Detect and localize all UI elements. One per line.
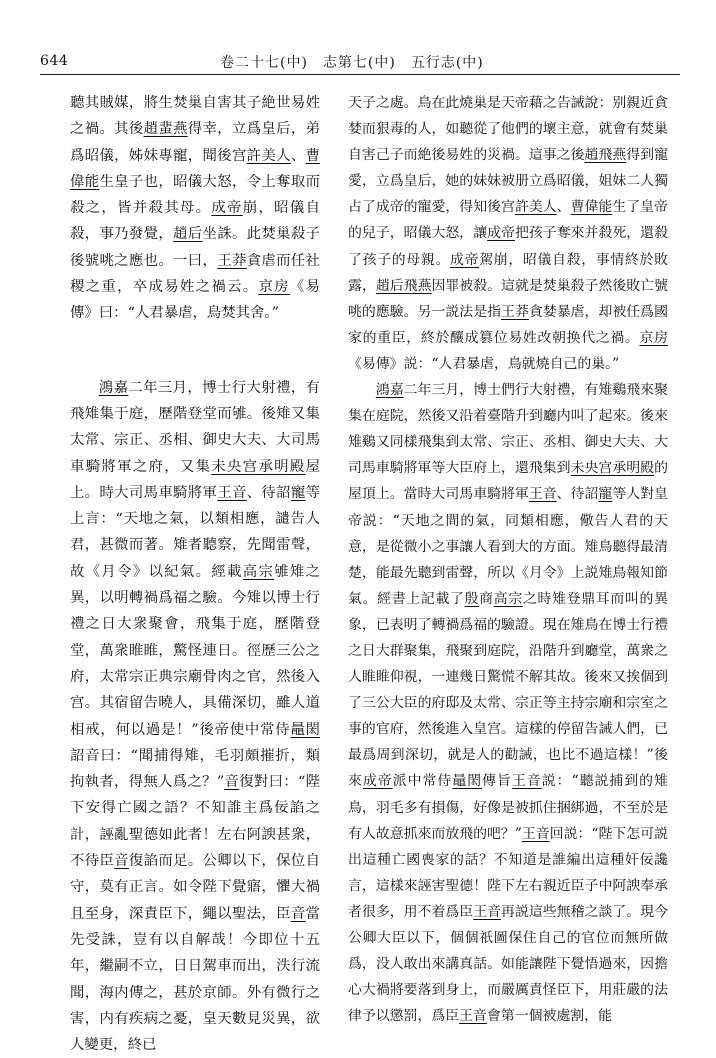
proper-name-underlined: 王音 [528,486,557,503]
text-run: 貪婪暴虐，却被任爲國家的重臣，終於釀成篡位易姓改朝换代之禍。 [348,303,668,346]
proper-name-underlined: 許美人 [246,147,291,164]
proper-name-underlined: 王音 [511,773,542,790]
proper-name-underlined: 殷 [464,590,480,607]
proper-name-underlined: 王音 [459,1008,487,1025]
proper-name-underlined: 高宗 [493,590,523,607]
paragraph-gap [70,327,320,375]
proper-name-underlined: 王音 [473,903,502,920]
proper-name-underlined: 趙飛燕 [584,147,627,164]
header-rule [40,74,680,75]
text-run: 坐誅。此焚巢殺子後號咷之應也。一曰， [70,226,320,269]
text-run: 二年三月，博士們行大射禮，有雉鷄飛來聚集在庭院，然後又沿着臺階升到廳内叫了起來。後來雉鷄又同樣飛集到太常、宗正、丞相、御史大夫、大司馬車騎將軍等大臣府上，還飛集到 [348,382,668,477]
proper-name-underlined: 鴻嘉 [375,382,404,399]
text-run: 之時雉登鼎耳而叫的異象，已表明了轉禍爲福的驗證。現在雉鳥在博士行禮之日大群聚集，飛聚到庭院，沿階升到廳堂，萬衆之人睢睢仰視，一連幾日驚慌不解其故。後來又挨個到了三公大臣的府邸及太常、宗正等主持宗廟和宗室之事的官府，然後進入皇宫。這樣的停留告誡人們，已最爲周到深切，就是人的勸誡，也比不過這樣！”後來 [348,590,668,790]
proper-name-underlined: 曹偉能 [570,199,613,216]
text-run: 回説：“陛下怎可説出這種亡國喪家的話？不知道是誰編出這種奸佞讒言，這樣來誣害聖德！陛下左右親近臣子中阿諛奉承者很多，用不着爲臣 [348,825,668,920]
text-run: 雊雉之異，以明轉禍爲福之驗。今雉以博士行禮之日大衆聚會，飛集于庭，歷階登堂，萬衆睢睢，驚怪連日。徑歷三公之府，太常宗正典宗廟骨肉之官，然後入宫。其宿留告曉人，具備深切，雖人道相戒，何以過是！”後帝使中常侍 [70,563,320,738]
text-run: 生了皇帝的兒子，昭儀大怒，讓 [348,199,668,242]
text-run: 的屋頂上。當時大司馬車騎將軍 [348,460,668,503]
text-run: 、 [290,147,306,164]
text-run: 復對曰：“陛下安得亡國之語？不知誰主爲佞諂之計，誣亂聖德如此者！左右阿諛甚衆，不待臣 [70,774,320,870]
translation-paragraph-2 [348,377,668,1029]
proper-name-underlined: 音 [224,774,240,791]
proper-name-underlined: 成帝 [362,773,393,790]
classical-paragraph-1 [70,90,320,327]
proper-name-underlined: 鼂閎 [452,773,483,790]
text-run: 復諂而足。公卿以下，保位自守，莫有正言。如令陛下覺寤，懼大禍且至身，深責臣下，繩以聖法，臣 [70,853,320,922]
proper-name-underlined: 趙蜚燕 [143,121,188,138]
text-run: 得到寵愛，立爲皇后，她的妹妹被册立爲昭儀，姐妹二人獨占了成帝的寵愛，得知後宫 [348,147,668,216]
text-run: 詔音曰：“聞捕得雉，毛羽頗摧折，類拘執者，得無人爲之？” [70,747,320,791]
proper-name-underlined: 許美人 [514,199,557,216]
classical-paragraph-2 [70,375,320,1058]
proper-name-underlined: 未央宫承明殿 [570,460,655,477]
text-run: 派中常侍 [392,773,453,790]
proper-name-underlined: 王莽 [501,303,529,320]
left-column-classical-text [70,90,320,1058]
proper-name-underlined: 鴻嘉 [98,379,129,396]
proper-name-underlined: 趙后 [173,226,203,243]
text-run: 貪虐而任社稷之重，卒成易姓之禍云。 [70,252,320,296]
text-run: 把孩子奪來并殺死，還殺了孩子的母親。 [348,225,668,268]
text-run: 生皇子也，昭儀大怒，令上奪取而殺之，皆并殺其母。 [70,173,320,217]
page-header [0,0,716,70]
text-run: 商 [479,590,494,607]
text-run: 、待詔 [556,486,599,503]
proper-name-underlined: 曹偉能 [70,147,320,190]
proper-name-underlined: 成帝 [450,251,480,268]
page-number: 644 [40,53,69,69]
translation-paragraph-1 [348,90,668,377]
text-run: 二年三月，博士行大射禮，有飛雉集于庭，歷階登堂而雊。後雉又集太常、宗正、丞相、御史大夫、大司馬車騎將軍之府，又集 [70,379,320,475]
running-title: 卷二十七(中) 志第七(中) 五行志(中) [220,55,484,71]
text-run: 傳旨 [482,773,512,790]
text-run: 當先受誅，豈有以自解哉！今即位十五年，繼嗣不立，日日駕車而出，泆行流聞，海内傳之，甚於京師。外有微行之害，内有疾病之憂，皇天數見災異，欲人變更，終已 [70,905,320,1054]
text-run: 、 [556,199,571,216]
text-run: 、待詔 [246,484,291,501]
text-run: 得幸，立爲皇后，弟爲昭儀，姊妹專寵，聞後宫 [70,121,320,164]
proper-name-underlined: 王莽 [217,252,247,269]
proper-name-underlined: 王音 [521,825,550,842]
text-run: 再説這些無稽之談了。現今公卿大臣以下，個個祇圖保住自己的官位而無所做爲，没人敢出來講真話。如能讓陛下覺悟過來，因擔心大禍將要落到身上，而嚴厲責怪臣下，用莊嚴的法律予以懲罰，爲臣 [348,903,668,1025]
text-run: 因罪被殺。這就是焚巢殺子然後敗亡號咷的應驗。另一説法是指 [348,277,668,320]
proper-name-underlined: 趙后飛燕 [375,277,432,294]
text-run: 會第一個被處割，能 [486,1008,612,1025]
text-run: 屋上。時大司馬車騎將軍 [70,458,320,501]
proper-name-underlined: 未央宫承明殿 [211,458,306,475]
proper-name-underlined: 音 [290,905,306,922]
proper-name-underlined: 鼂閎 [290,721,320,738]
right-column-translation [348,90,668,1029]
text-run: 等人對皇帝説：“天地之間的氣，同類相應，儆告人君的天意，是從微小之事讓人看到大的方面。雉鳥聽得最清楚，能最先聽到雷聲，所以《月令》上説雉鳥報知節氣。經書上記載了 [348,486,668,607]
proper-name-underlined: 寵 [290,484,306,501]
text-run: 《易傳》説：“人君暴虐，鳥就燒自己的巢。” [348,355,620,372]
text-run: 説：“聽説捕到的雉鳥，羽毛多有損傷，好像是被抓住捆綁過，不至於是有人故意抓來而放飛的吧？” [348,773,668,842]
proper-name-underlined: 京房 [258,279,290,296]
proper-name-underlined: 成帝 [487,225,515,242]
text-run: 等上言：“天地之氣，以類相應，譴告人君，甚微而著。雉者聽察，先聞雷聲，故《月令》以紀氣。經載 [70,484,320,580]
text-run: 天子之處。鳥在此燒巢是天帝藉之告誡說：别親近貪婪而狠毒的人，如聽從了他們的壞主意，就會有焚巢自害己子而絶後易姓的災禍。這事之後 [348,95,668,164]
proper-name-underlined: 王音 [217,484,247,501]
proper-name-underlined: 成帝 [211,200,243,217]
text-run: 駕崩，昭儀自殺，事情終於敗露， [348,251,668,294]
text-run: 崩，昭儀自殺，事乃發覺， [70,200,320,243]
proper-name-underlined: 音 [114,853,129,870]
proper-name-underlined: 高宗 [242,563,275,580]
text-run: 《易傳》曰：“人君暴虐，鳥焚其舍。” [70,279,320,322]
proper-name-underlined: 京房 [639,329,668,346]
text-run: 聽其賊媒，將生焚巢自害其子絶世易姓之禍。其後 [70,95,320,138]
proper-name-underlined: 寵 [598,486,613,503]
